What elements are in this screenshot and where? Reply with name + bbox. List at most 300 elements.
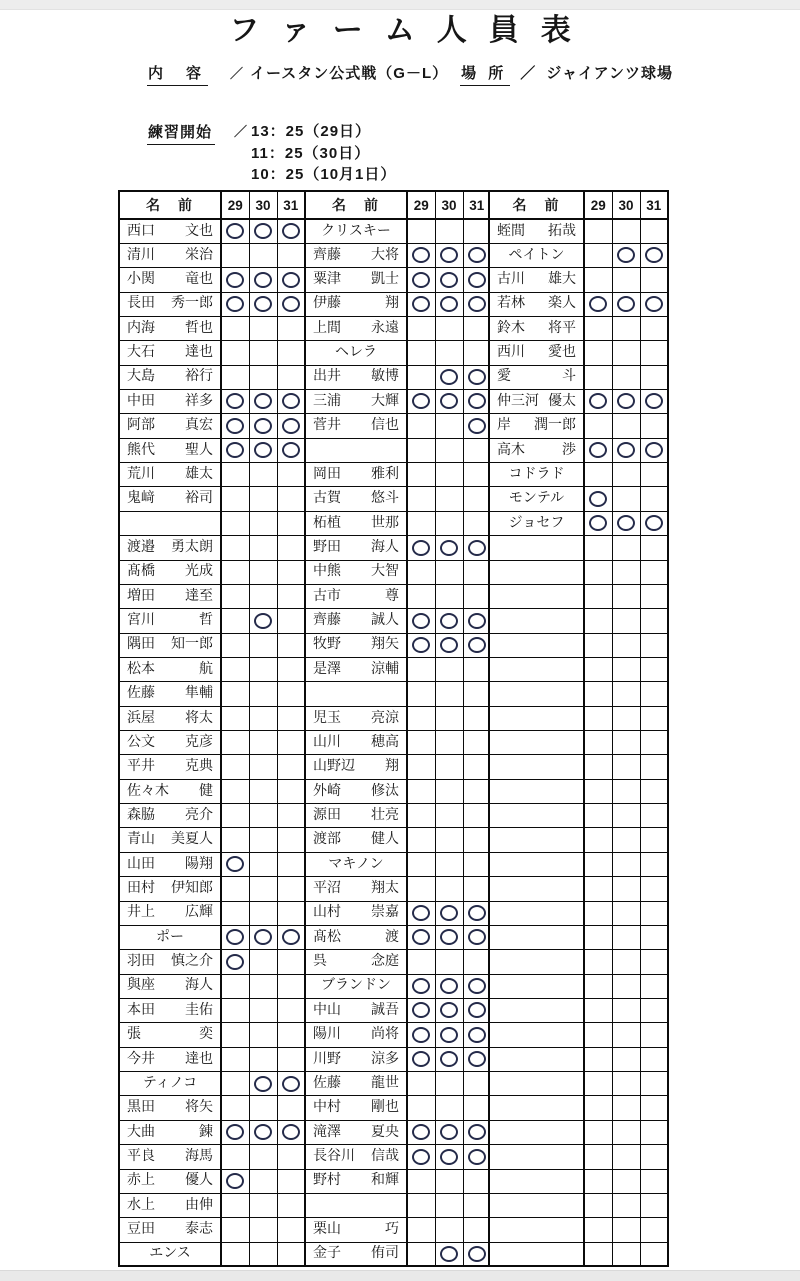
player-name-cell: [489, 1218, 584, 1242]
player-name-part: 古賀: [313, 489, 341, 506]
attendance-mark-cell: [463, 1096, 491, 1120]
attendance-circle: [440, 613, 458, 629]
attendance-mark-cell: [584, 292, 612, 316]
attendance-mark-cell: [435, 1218, 463, 1242]
attendance-mark-cell: [407, 1023, 435, 1047]
player-name-cell: [489, 536, 584, 560]
attendance-mark-cell: [249, 1145, 277, 1169]
player-name-part: 西口: [127, 221, 155, 238]
player-name-part: 雄大: [548, 270, 576, 287]
date-header-cell: 30: [435, 191, 463, 219]
attendance-mark-cell: [249, 609, 277, 633]
attendance-mark-cell: [407, 682, 435, 706]
practice-time-line: [234, 164, 396, 186]
content-value: イースタン公式戦（G－L）: [250, 65, 449, 82]
date-header-cell: 31: [463, 191, 491, 219]
player-name-part: 大輝: [371, 391, 399, 408]
player-name-part: 井上: [127, 903, 155, 920]
attendance-mark-cell: [249, 1193, 277, 1217]
attendance-mark-cell: [435, 828, 463, 852]
attendance-mark-cell: [612, 633, 640, 657]
attendance-circle: [254, 296, 272, 312]
player-name-cell: [489, 511, 584, 535]
roster-row: [489, 1169, 668, 1193]
attendance-mark-cell: [612, 463, 640, 487]
attendance-mark-cell: [221, 1169, 249, 1193]
player-name-cell: [119, 463, 221, 487]
player-name-part: 清川: [127, 245, 155, 262]
attendance-mark-cell: [612, 974, 640, 998]
roster-row: [489, 657, 668, 681]
attendance-mark-cell: [435, 463, 463, 487]
player-name-part: 粟津: [313, 270, 341, 287]
attendance-mark-cell: [435, 852, 463, 876]
attendance-mark-cell: [407, 706, 435, 730]
attendance-mark-cell: [407, 999, 435, 1023]
attendance-mark-cell: [277, 755, 305, 779]
attendance-mark-cell: [249, 1169, 277, 1193]
attendance-circle: [226, 223, 244, 239]
attendance-mark-cell: [277, 901, 305, 925]
roster-row: [119, 1023, 305, 1047]
roster-row: [489, 1218, 668, 1242]
player-name-part: 将太: [185, 708, 213, 725]
attendance-mark-cell: [612, 1218, 640, 1242]
player-name-cell: [305, 828, 407, 852]
attendance-mark-cell: [612, 877, 640, 901]
attendance-mark-cell: [221, 487, 249, 511]
roster-row: [305, 390, 491, 414]
attendance-circle: [254, 929, 272, 945]
attendance-mark-cell: [640, 877, 668, 901]
player-name-part: 優太: [548, 391, 576, 408]
roster-row: [119, 414, 305, 438]
attendance-mark-cell: [249, 877, 277, 901]
player-name-part: 翔: [385, 757, 399, 774]
player-name-cell: [489, 633, 584, 657]
roster-row: [119, 243, 305, 267]
attendance-mark-cell: [435, 925, 463, 949]
attendance-mark-cell: [640, 1169, 668, 1193]
player-name-cell: [119, 438, 221, 462]
player-name-cell: [305, 852, 407, 876]
player-name-cell: [489, 1193, 584, 1217]
player-name-part: 健: [199, 781, 213, 798]
practice-start-label: 練習開始: [147, 121, 215, 145]
roster-row: [119, 828, 305, 852]
player-name-cell: [305, 1193, 407, 1217]
player-name-cell: [489, 243, 584, 267]
player-name-cell: [489, 487, 584, 511]
attendance-mark-cell: [584, 536, 612, 560]
attendance-mark-cell: [277, 268, 305, 292]
attendance-mark-cell: [640, 804, 668, 828]
player-name-cell: [489, 584, 584, 608]
attendance-circle: [282, 418, 300, 434]
roster-row: [305, 1145, 491, 1169]
player-name-part: 亮涼: [371, 708, 399, 725]
attendance-circle: [440, 247, 458, 263]
player-name-part: 小関: [127, 270, 155, 287]
attendance-mark-cell: [277, 609, 305, 633]
attendance-mark-cell: [463, 1072, 491, 1096]
roster-row: [119, 560, 305, 584]
attendance-mark-cell: [407, 268, 435, 292]
attendance-mark-cell: [249, 414, 277, 438]
roster-row: [305, 365, 491, 389]
player-name-cell: [119, 365, 221, 389]
player-name-part: 高木: [497, 440, 525, 457]
attendance-mark-cell: [277, 438, 305, 462]
attendance-circle: [282, 1124, 300, 1140]
player-name-part: 拓哉: [548, 221, 576, 238]
roster-row: [305, 682, 491, 706]
attendance-circle: [440, 272, 458, 288]
player-name-cell: [119, 609, 221, 633]
attendance-mark-cell: [584, 682, 612, 706]
attendance-mark-cell: [584, 901, 612, 925]
attendance-mark-cell: [249, 438, 277, 462]
attendance-circle: [468, 393, 486, 409]
player-name-part: 鈴木: [497, 318, 525, 335]
player-name-part: 陽翔: [185, 854, 213, 871]
roster-row: [305, 560, 491, 584]
attendance-mark-cell: [640, 950, 668, 974]
attendance-mark-cell: [407, 1242, 435, 1266]
player-name-cell: [119, 657, 221, 681]
attendance-mark-cell: [221, 804, 249, 828]
attendance-mark-cell: [221, 341, 249, 365]
attendance-mark-cell: [584, 560, 612, 584]
practice-time: 13：25（29日）: [251, 123, 372, 140]
attendance-mark-cell: [612, 414, 640, 438]
attendance-mark-cell: [407, 219, 435, 243]
player-name-part: 本田: [127, 1000, 155, 1017]
attendance-mark-cell: [640, 1023, 668, 1047]
attendance-mark-cell: [435, 1047, 463, 1071]
player-name-part: 克彦: [185, 732, 213, 749]
attendance-mark-cell: [277, 365, 305, 389]
player-name-part: 悠斗: [371, 489, 399, 506]
attendance-circle: [254, 1076, 272, 1092]
attendance-circle: [645, 515, 663, 531]
attendance-mark-cell: [435, 950, 463, 974]
player-name-part: 知一郎: [171, 635, 213, 652]
attendance-mark-cell: [277, 706, 305, 730]
player-name-part: 夏央: [371, 1122, 399, 1139]
attendance-circle: [468, 905, 486, 921]
attendance-mark-cell: [249, 1047, 277, 1071]
attendance-mark-cell: [249, 852, 277, 876]
player-name-part: 髙橋: [127, 562, 155, 579]
attendance-mark-cell: [221, 316, 249, 340]
attendance-circle: [282, 442, 300, 458]
attendance-mark-cell: [612, 706, 640, 730]
attendance-mark-cell: [584, 633, 612, 657]
attendance-mark-cell: [584, 657, 612, 681]
player-name-part: 剛也: [371, 1098, 399, 1115]
attendance-circle: [617, 296, 635, 312]
attendance-mark-cell: [435, 731, 463, 755]
player-name-part: 誠人: [371, 611, 399, 628]
attendance-circle: [282, 1076, 300, 1092]
roster-row: [489, 414, 668, 438]
player-name-part: 達也: [185, 1049, 213, 1066]
attendance-mark-cell: [463, 536, 491, 560]
player-name-cell: [305, 1120, 407, 1144]
attendance-circle: [282, 393, 300, 409]
attendance-circle: [440, 905, 458, 921]
attendance-mark-cell: [463, 925, 491, 949]
player-name-cell: [119, 316, 221, 340]
player-name-cell: [119, 268, 221, 292]
attendance-mark-cell: [463, 828, 491, 852]
player-name-part: 敏博: [371, 367, 399, 384]
attendance-mark-cell: [435, 219, 463, 243]
player-name-cell: [305, 999, 407, 1023]
player-name-cell: [119, 219, 221, 243]
attendance-mark-cell: [463, 755, 491, 779]
player-name-part: 誠吾: [371, 1000, 399, 1017]
player-name-part: 赤上: [127, 1171, 155, 1188]
attendance-mark-cell: [640, 438, 668, 462]
attendance-mark-cell: [249, 268, 277, 292]
attendance-mark-cell: [640, 243, 668, 267]
player-name-cell: [119, 804, 221, 828]
attendance-mark-cell: [584, 1145, 612, 1169]
attendance-mark-cell: [221, 414, 249, 438]
roster-row: [119, 974, 305, 998]
attendance-mark-cell: [435, 706, 463, 730]
player-name-part: 修汰: [371, 781, 399, 798]
attendance-mark-cell: [612, 1096, 640, 1120]
roster-header-row: [305, 191, 491, 219]
player-name-cell: [489, 1047, 584, 1071]
player-name-cell: [119, 682, 221, 706]
attendance-mark-cell: [612, 1242, 640, 1266]
page-title: ファーム人員表: [229, 14, 593, 47]
player-name-part: 健人: [371, 830, 399, 847]
player-name-part: 佐藤: [313, 1073, 341, 1090]
roster-table-right: [488, 190, 669, 1267]
attendance-mark-cell: [584, 414, 612, 438]
player-name-cell: [489, 755, 584, 779]
attendance-circle: [589, 296, 607, 312]
attendance-circle: [254, 393, 272, 409]
player-name-cell: [305, 755, 407, 779]
player-name-cell: [489, 219, 584, 243]
attendance-mark-cell: [640, 1072, 668, 1096]
page-bottom-edge: [0, 1270, 800, 1281]
player-name-cell: [119, 755, 221, 779]
attendance-mark-cell: [640, 1242, 668, 1266]
roster-row: [305, 852, 491, 876]
player-name-part: 荒川: [127, 464, 155, 481]
player-name-part: 田村: [127, 879, 155, 896]
attendance-mark-cell: [221, 292, 249, 316]
player-name-part: 崇嘉: [371, 903, 399, 920]
attendance-mark-cell: [640, 999, 668, 1023]
attendance-mark-cell: [407, 755, 435, 779]
attendance-mark-cell: [584, 877, 612, 901]
player-name-part: 増田: [127, 586, 155, 603]
attendance-mark-cell: [221, 633, 249, 657]
attendance-mark-cell: [221, 950, 249, 974]
player-name-cell: [119, 779, 221, 803]
roster-row: [305, 511, 491, 535]
attendance-mark-cell: [249, 536, 277, 560]
attendance-mark-cell: [612, 804, 640, 828]
attendance-mark-cell: [249, 243, 277, 267]
attendance-mark-cell: [584, 365, 612, 389]
attendance-mark-cell: [463, 584, 491, 608]
attendance-mark-cell: [407, 1169, 435, 1193]
attendance-circle: [617, 393, 635, 409]
attendance-mark-cell: [463, 463, 491, 487]
attendance-circle: [412, 393, 430, 409]
player-name-part: 呉: [313, 952, 327, 969]
attendance-mark-cell: [221, 1120, 249, 1144]
player-name-cell: [305, 414, 407, 438]
attendance-mark-cell: [640, 219, 668, 243]
player-name-cell: [119, 999, 221, 1023]
attendance-circle: [440, 369, 458, 385]
attendance-mark-cell: [221, 219, 249, 243]
player-name-part: 佐藤: [127, 684, 155, 701]
roster-row: [489, 925, 668, 949]
attendance-mark-cell: [640, 682, 668, 706]
roster-row: [489, 560, 668, 584]
attendance-mark-cell: [463, 292, 491, 316]
attendance-mark-cell: [612, 438, 640, 462]
player-name-cell: [119, 536, 221, 560]
place-slash: ／: [520, 65, 537, 82]
attendance-mark-cell: [435, 633, 463, 657]
attendance-circle: [412, 905, 430, 921]
attendance-mark-cell: [640, 852, 668, 876]
attendance-circle: [412, 929, 430, 945]
player-name-cell: [489, 1145, 584, 1169]
attendance-mark-cell: [221, 999, 249, 1023]
attendance-mark-cell: [584, 974, 612, 998]
attendance-mark-cell: [612, 243, 640, 267]
attendance-mark-cell: [407, 438, 435, 462]
attendance-circle: [226, 954, 244, 970]
attendance-circle: [468, 1051, 486, 1067]
attendance-mark-cell: [249, 1218, 277, 1242]
player-name-part: 牧野: [313, 635, 341, 652]
attendance-mark-cell: [435, 1169, 463, 1193]
attendance-circle: [468, 1124, 486, 1140]
roster-row: [119, 852, 305, 876]
player-name-cell: [119, 950, 221, 974]
attendance-circle: [412, 540, 430, 556]
practice-slash: ／: [234, 124, 249, 139]
attendance-mark-cell: [640, 390, 668, 414]
attendance-mark-cell: [435, 414, 463, 438]
attendance-mark-cell: [407, 560, 435, 584]
roster-row: [489, 1120, 668, 1144]
attendance-mark-cell: [612, 219, 640, 243]
player-name-cell: [305, 536, 407, 560]
attendance-circle: [589, 393, 607, 409]
attendance-circle: [254, 223, 272, 239]
roster-row: [489, 438, 668, 462]
player-name-part: 裕行: [185, 367, 213, 384]
player-name-cell: [489, 438, 584, 462]
player-name-part: 青山: [127, 830, 155, 847]
player-name-cell: [305, 609, 407, 633]
attendance-mark-cell: [640, 511, 668, 535]
attendance-mark-cell: [584, 925, 612, 949]
attendance-mark-cell: [407, 414, 435, 438]
player-name-part: 翔矢: [371, 635, 399, 652]
player-name-part: 翔: [385, 294, 399, 311]
attendance-circle: [440, 393, 458, 409]
player-name-cell: [489, 1242, 584, 1266]
player-name-cell: [489, 925, 584, 949]
player-name-part: 達也: [185, 343, 213, 360]
player-name-cell: [305, 877, 407, 901]
attendance-mark-cell: [463, 414, 491, 438]
player-name-part: 亮介: [185, 805, 213, 822]
attendance-mark-cell: [249, 560, 277, 584]
attendance-mark-cell: [435, 268, 463, 292]
roster-row: [119, 219, 305, 243]
attendance-circle: [468, 1246, 486, 1262]
attendance-mark-cell: [584, 1120, 612, 1144]
attendance-mark-cell: [435, 804, 463, 828]
attendance-mark-cell: [463, 365, 491, 389]
attendance-mark-cell: [221, 243, 249, 267]
player-name-part: 山川: [313, 732, 341, 749]
attendance-mark-cell: [435, 877, 463, 901]
attendance-mark-cell: [584, 1096, 612, 1120]
attendance-mark-cell: [249, 682, 277, 706]
attendance-mark-cell: [277, 292, 305, 316]
attendance-circle: [440, 1124, 458, 1140]
attendance-mark-cell: [407, 1193, 435, 1217]
attendance-mark-cell: [277, 657, 305, 681]
player-name-cell: [119, 511, 221, 535]
player-name-part: 浜屋: [127, 708, 155, 725]
player-name-cell: [489, 1072, 584, 1096]
player-name-part: 由伸: [185, 1195, 213, 1212]
attendance-mark-cell: [640, 414, 668, 438]
attendance-circle: [412, 247, 430, 263]
attendance-mark-cell: [435, 292, 463, 316]
player-name-part: 和輝: [371, 1171, 399, 1188]
player-name-cell: [305, 487, 407, 511]
attendance-mark-cell: [221, 1145, 249, 1169]
player-name-part: 児玉: [313, 708, 341, 725]
roster-row: [119, 950, 305, 974]
attendance-mark-cell: [277, 463, 305, 487]
player-name-cell: [119, 1023, 221, 1047]
roster-row: [489, 1096, 668, 1120]
player-name: コドラド: [508, 464, 565, 481]
roster-row: [119, 1120, 305, 1144]
player-name-cell: [305, 365, 407, 389]
roster-row: [305, 1047, 491, 1071]
attendance-mark-cell: [407, 365, 435, 389]
attendance-mark-cell: [435, 1120, 463, 1144]
attendance-mark-cell: [435, 390, 463, 414]
attendance-mark-cell: [277, 1023, 305, 1047]
attendance-mark-cell: [612, 828, 640, 852]
attendance-circle: [440, 1051, 458, 1067]
attendance-mark-cell: [249, 511, 277, 535]
